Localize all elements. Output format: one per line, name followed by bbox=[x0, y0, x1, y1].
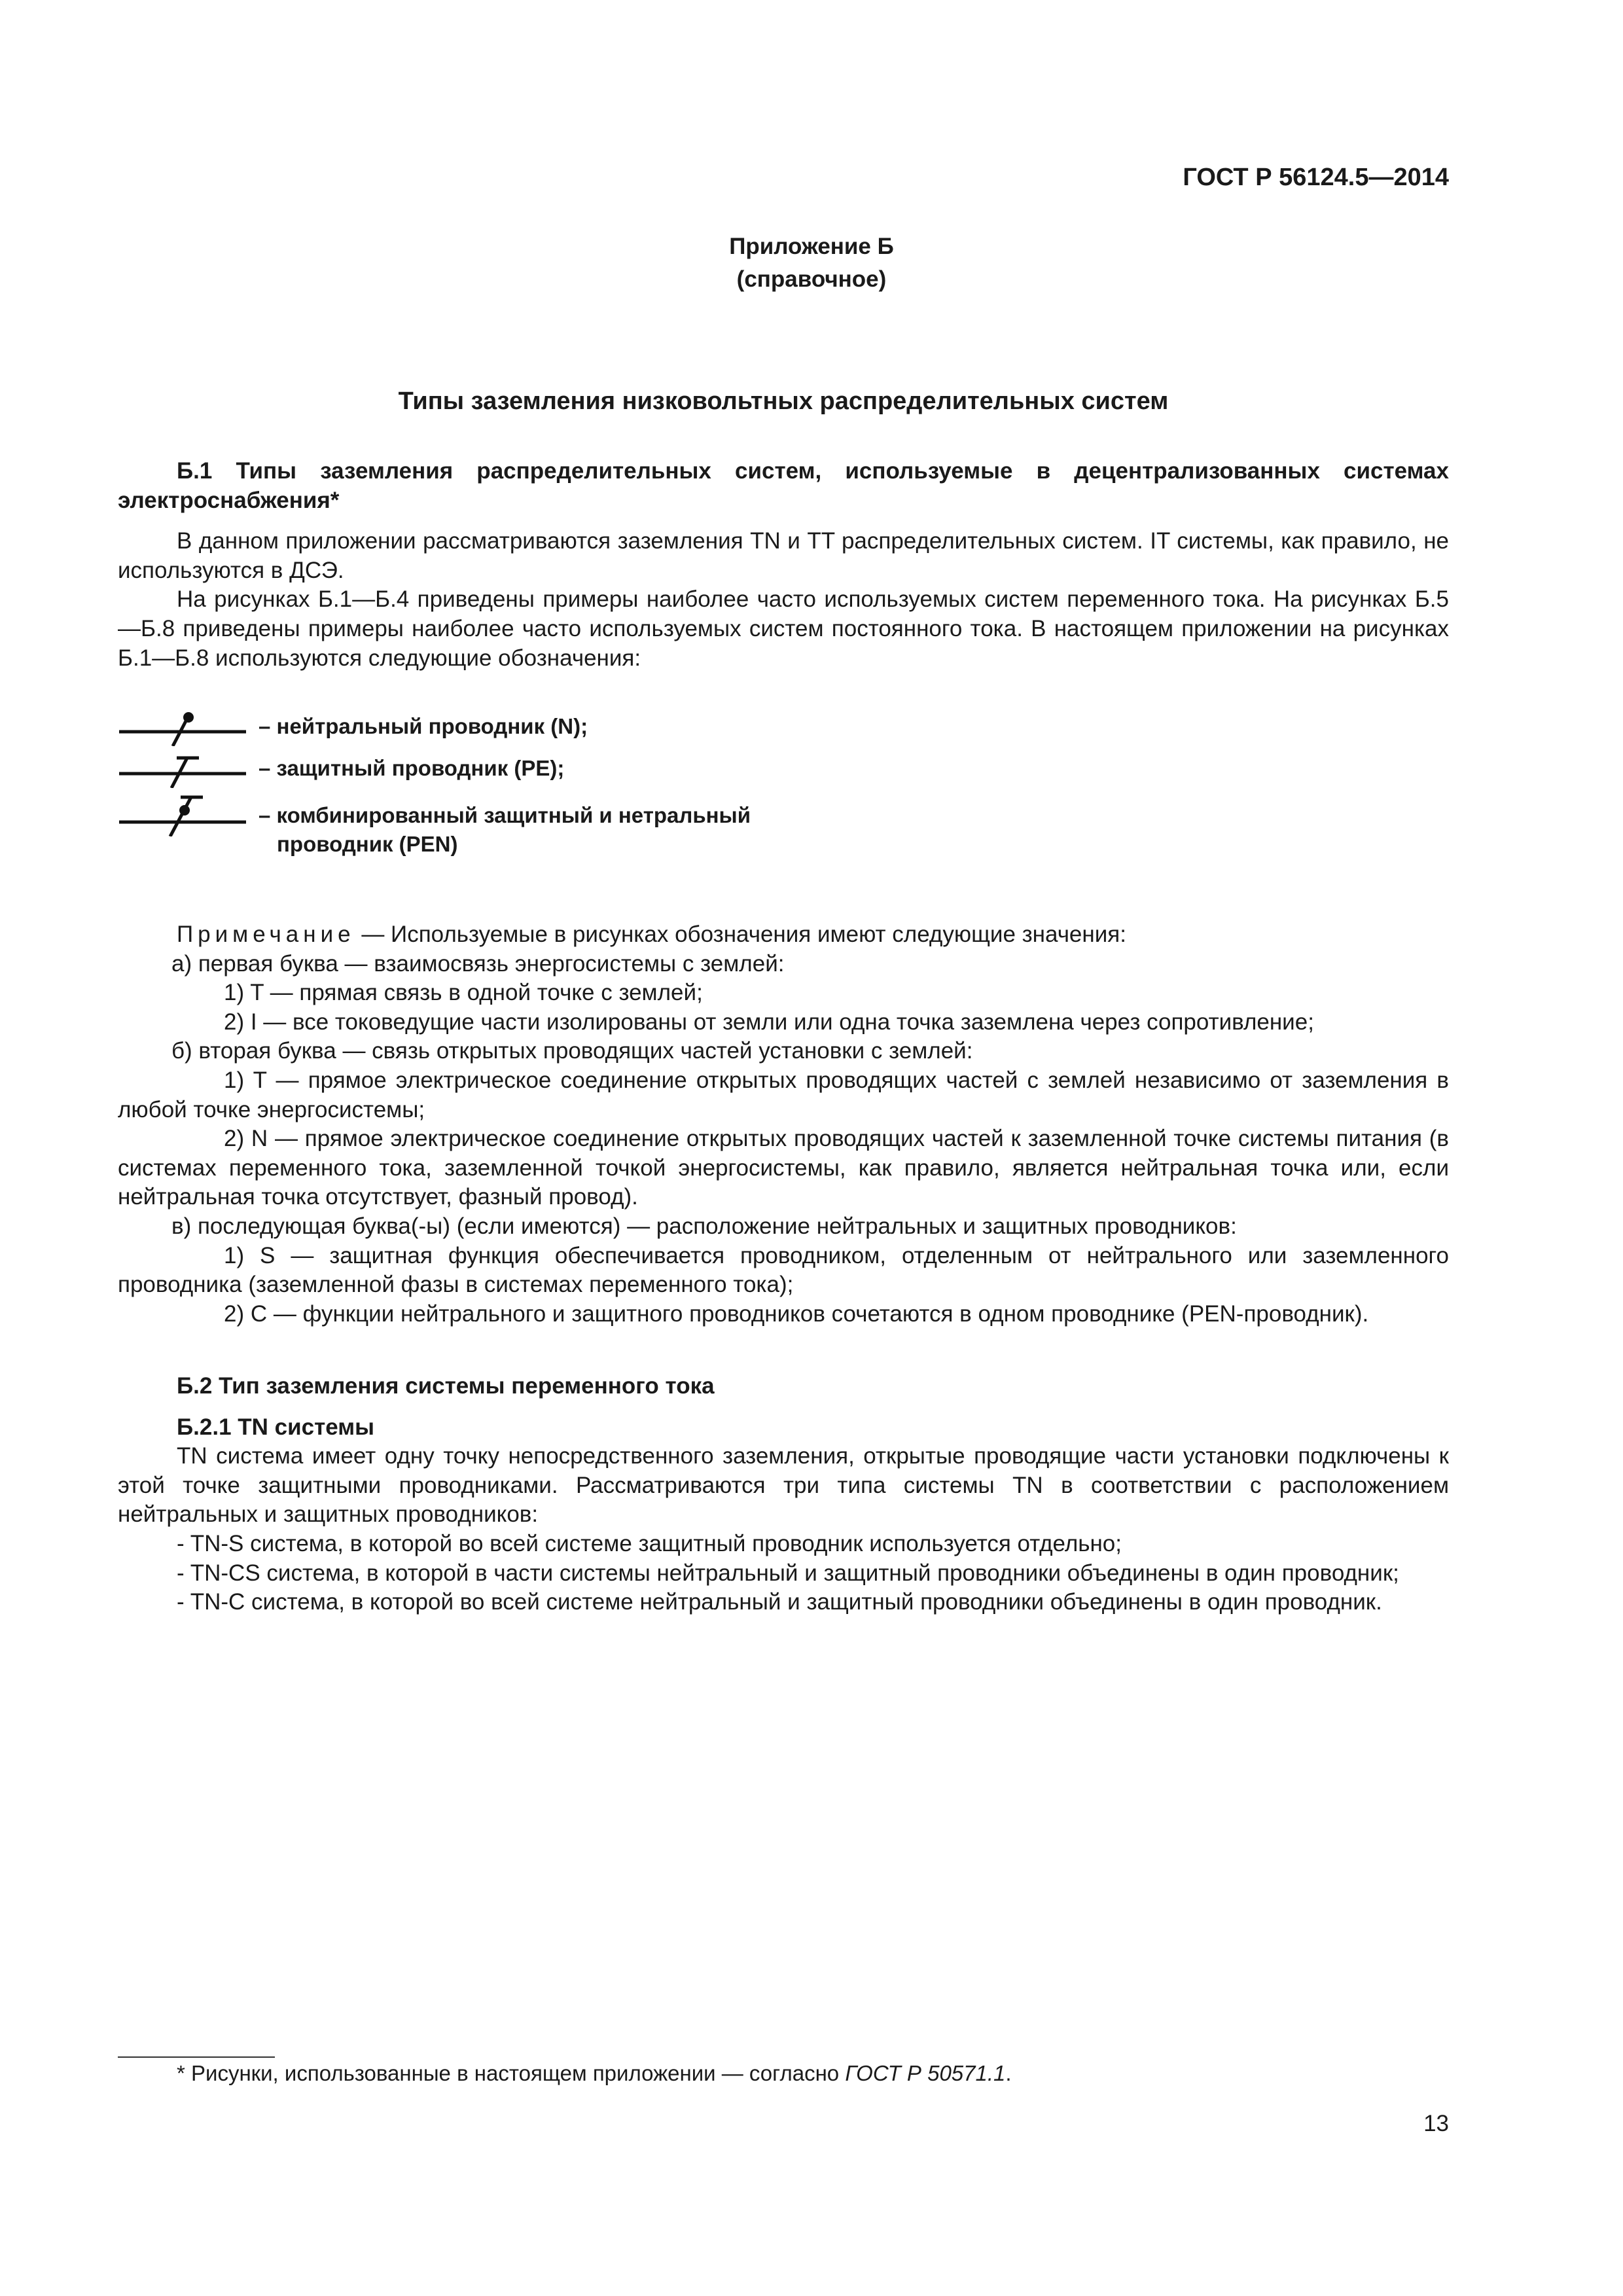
section-b2 bbox=[118, 1372, 1449, 1617]
legend-label-pen bbox=[259, 801, 751, 859]
note-item-c1: 1) S — защитная функция обеспечивается проводником, отделенным от нейтрального или заземленного проводника (заземленной фазы в системах переменного тока); bbox=[118, 1242, 1449, 1298]
tn-s-item: - TN-S система, в которой во всей системе защитный проводник используется отдельно; bbox=[177, 1530, 1122, 1556]
section-b21-heading: Б.2.1 TN системы bbox=[177, 1414, 375, 1440]
tn-cs-item: - TN-CS система, в которой в части системы нейтральный и защитный проводники объединены в один проводник; bbox=[177, 1560, 1399, 1586]
section-b1-paragraph-2: На рисунках Б.1—Б.4 приведены примеры наиболее часто используемых систем переменного тока. На рисунках Б.5—Б.8 приведены примеры наиболее часто используемых систем постоянного тока. В настоящем приложении на рисунках Б.1—Б.8 используются следующие обозначения: bbox=[118, 586, 1449, 671]
document-code: ГОСТ Р 56124.5—2014 bbox=[1183, 164, 1449, 191]
footnote-divider bbox=[118, 2056, 275, 2058]
footnote-reference: ГОСТ Р 50571.1 bbox=[845, 2061, 1006, 2085]
section-b21-paragraph: TN система имеет одну точку непосредственного заземления, открытые проводящие части установки подключены к этой точке защитными проводниками. Рассматриваются три типа системы TN в соответствии с расположением нейтральных и защитных проводников: bbox=[118, 1443, 1449, 1528]
footnote-end: . bbox=[1005, 2061, 1012, 2085]
note-item-a1: 1) T — прямая связь в одной точке с землей; bbox=[224, 980, 703, 1006]
appendix-heading bbox=[419, 230, 1204, 296]
symbol-legend bbox=[118, 706, 903, 876]
legend-label-pen-line-2: проводник (PEN) bbox=[277, 832, 458, 856]
legend-label-protective: – защитный проводник (PE); bbox=[259, 756, 565, 780]
footnote-text: * Рисунки, использованные в настоящем приложении — согласно bbox=[177, 2061, 846, 2085]
appendix-title: Типы заземления низковольтных распределительных систем bbox=[398, 387, 1169, 415]
section-b1-paragraph-1: В данном приложении рассматриваются заземления TN и TT распределительных систем. IT системы, как правило, не используются в ДСЭ. bbox=[118, 528, 1449, 583]
note-item-b2: 2) N — прямое электрическое соединение открытых проводящих частей к заземленной точке системы питания (в системах переменного тока, заземленной точкой энергосистемы, как правило, является нейтральная точка или, если нейтральная точка отсутствует, фазный провод). bbox=[118, 1126, 1449, 1210]
section-b2-heading: Б.2 Тип заземления системы переменного тока bbox=[177, 1373, 715, 1399]
tn-c-item: - TN-C система, в которой во всей системе нейтральный и защитный проводники объединены в один проводник. bbox=[177, 1589, 1382, 1615]
legend-label-pen-line-1: – комбинированный защитный и нетральный bbox=[259, 803, 751, 827]
note-item-a: а) первая буква — взаимосвязь энергосистемы с землей: bbox=[171, 950, 785, 977]
note-item-a2: 2) I — все токоведущие части изолированы от земли или одна точка заземлена через сопротивление; bbox=[224, 1009, 1314, 1035]
note-item-c2: 2) C — функции нейтрального и защитного проводников сочетаются в одном проводнике (PEN-проводник). bbox=[224, 1300, 1369, 1327]
section-b1 bbox=[118, 457, 1449, 673]
protective-conductor-symbol bbox=[118, 751, 249, 788]
note-intro bbox=[118, 920, 1449, 950]
pen-conductor-symbol bbox=[118, 793, 249, 836]
section-b1-heading: Б.1 Типы заземления распределительных систем, используемые в децентрализованных системах электроснабжения* bbox=[118, 458, 1449, 513]
note-item-b: б) вторая буква — связь открытых проводящих частей установки с землей: bbox=[171, 1038, 973, 1064]
appendix-type: (справочное) bbox=[736, 266, 887, 292]
note-label: Примечание bbox=[177, 922, 355, 947]
page-number: 13 bbox=[1423, 2111, 1449, 2136]
note-block bbox=[118, 920, 1449, 1329]
note-intro-text: — Используемые в рисунках обозначения имеют следующие значения: bbox=[355, 922, 1126, 947]
legend-label-neutral: – нейтральный проводник (N); bbox=[259, 714, 588, 738]
appendix-label: Приложение Б bbox=[729, 234, 894, 259]
neutral-conductor-symbol bbox=[118, 709, 249, 746]
note-item-b1: 1) T — прямое электрическое соединение открытых проводящих частей с землей независимо от заземления в любой точке энергосистемы; bbox=[118, 1067, 1449, 1122]
footnote bbox=[177, 2059, 1420, 2088]
note-item-c: в) последующая буква(-ы) (если имеются) — расположение нейтральных и защитных проводников: bbox=[171, 1213, 1237, 1239]
